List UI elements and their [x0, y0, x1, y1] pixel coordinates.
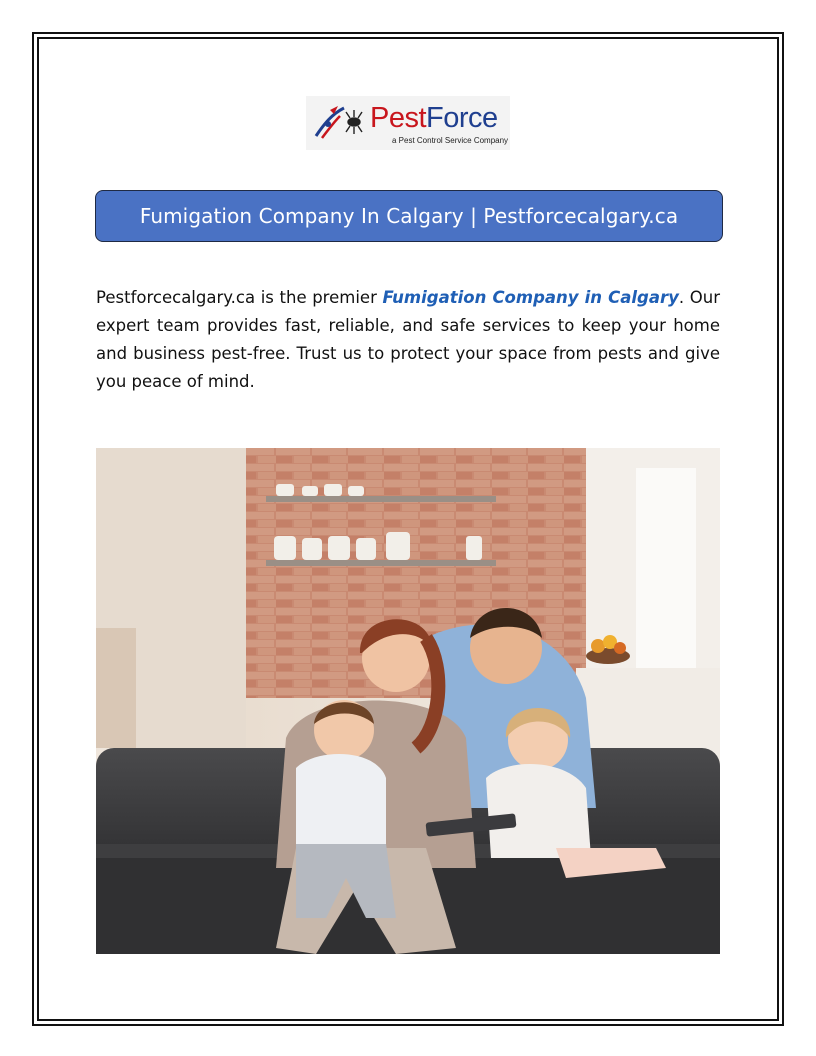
intro-text-before: Pestforcecalgary.ca is the premier [96, 288, 383, 307]
bug-spray-icon [310, 102, 368, 142]
intro-text-after: . Our expert team provides fast, reliable, and safe services to keep your home and business pest-free. Trust us to protect your space from pests and give you peace of mind. [96, 288, 720, 391]
intro-paragraph [96, 284, 720, 396]
family-photo [96, 448, 720, 954]
logo-brand-force: Force [426, 102, 498, 134]
logo-tagline: a Pest Control Service Company [392, 136, 509, 145]
page-title: Fumigation Company In Calgary | Pestforcecalgary.ca [139, 204, 679, 228]
pestforce-logo [306, 96, 510, 150]
fumigation-company-link[interactable]: Fumigation Company in Calgary [382, 288, 679, 307]
logo-brand-pest: Pest [370, 102, 427, 134]
family-on-sofa-illustration [96, 448, 720, 954]
logo-brand-text [370, 102, 498, 134]
title-banner [95, 190, 723, 242]
